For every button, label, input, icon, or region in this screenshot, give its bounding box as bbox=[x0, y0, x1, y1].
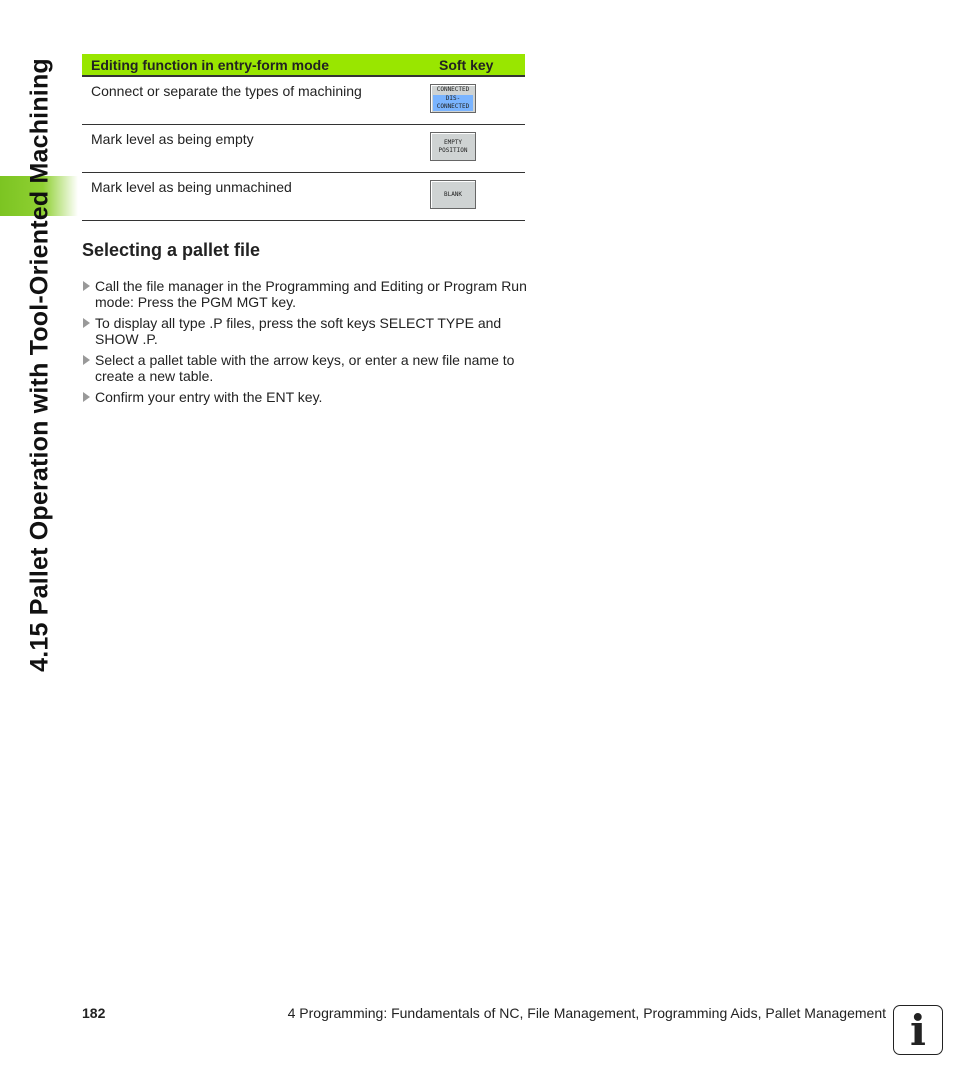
function-cell: Connect or separate the types of machining bbox=[82, 76, 430, 125]
softkey-label: POSITION bbox=[438, 146, 468, 154]
softkey-label: DIS- bbox=[445, 94, 461, 102]
arrow-bullet-icon bbox=[83, 281, 90, 291]
connected-softkey[interactable] bbox=[430, 84, 476, 113]
empty-position-softkey[interactable] bbox=[430, 132, 476, 161]
page-number: 182 bbox=[82, 1005, 106, 1021]
list-item bbox=[82, 315, 527, 347]
table-row bbox=[82, 173, 525, 221]
softkey-label: EMPTY bbox=[443, 138, 463, 146]
steps-list bbox=[82, 278, 527, 410]
list-item bbox=[82, 278, 527, 310]
softkey-table bbox=[82, 54, 525, 221]
function-cell: Mark level as being unmachined bbox=[82, 173, 430, 221]
step-text: Confirm your entry with the ENT key. bbox=[95, 389, 323, 405]
chapter-side-title: 4.15 Pallet Operation with Tool-Oriented Machining bbox=[25, 58, 54, 672]
softkey-label: BLANK bbox=[443, 190, 463, 198]
step-text: Select a pallet table with the arrow keys, or enter a new file name to create a new table. bbox=[95, 352, 515, 384]
arrow-bullet-icon bbox=[83, 355, 90, 365]
header-function: Editing function in entry-form mode bbox=[82, 54, 430, 76]
softkey-label: CONNECTED bbox=[436, 102, 470, 110]
arrow-bullet-icon bbox=[83, 318, 90, 328]
chapter-footer: 4 Programming: Fundamentals of NC, File Management, Programming Aids, Pallet Management bbox=[287, 1005, 886, 1021]
function-cell: Mark level as being empty bbox=[82, 125, 430, 173]
list-item bbox=[82, 389, 527, 405]
list-item bbox=[82, 352, 527, 384]
header-softkey: Soft key bbox=[430, 54, 525, 76]
info-icon: i bbox=[893, 1005, 943, 1055]
blank-softkey[interactable] bbox=[430, 180, 476, 209]
step-text: Call the file manager in the Programming and Editing or Program Run mode: Press the PGM MGT key. bbox=[95, 278, 527, 310]
section-heading: Selecting a pallet file bbox=[82, 240, 261, 260]
table-row bbox=[82, 125, 525, 173]
table-row bbox=[82, 76, 525, 125]
table-header bbox=[82, 54, 525, 76]
arrow-bullet-icon bbox=[83, 392, 90, 402]
softkey-label: CONNECTED bbox=[436, 85, 470, 93]
step-text: To display all type .P files, press the soft keys SELECT TYPE and SHOW .P. bbox=[95, 315, 502, 347]
